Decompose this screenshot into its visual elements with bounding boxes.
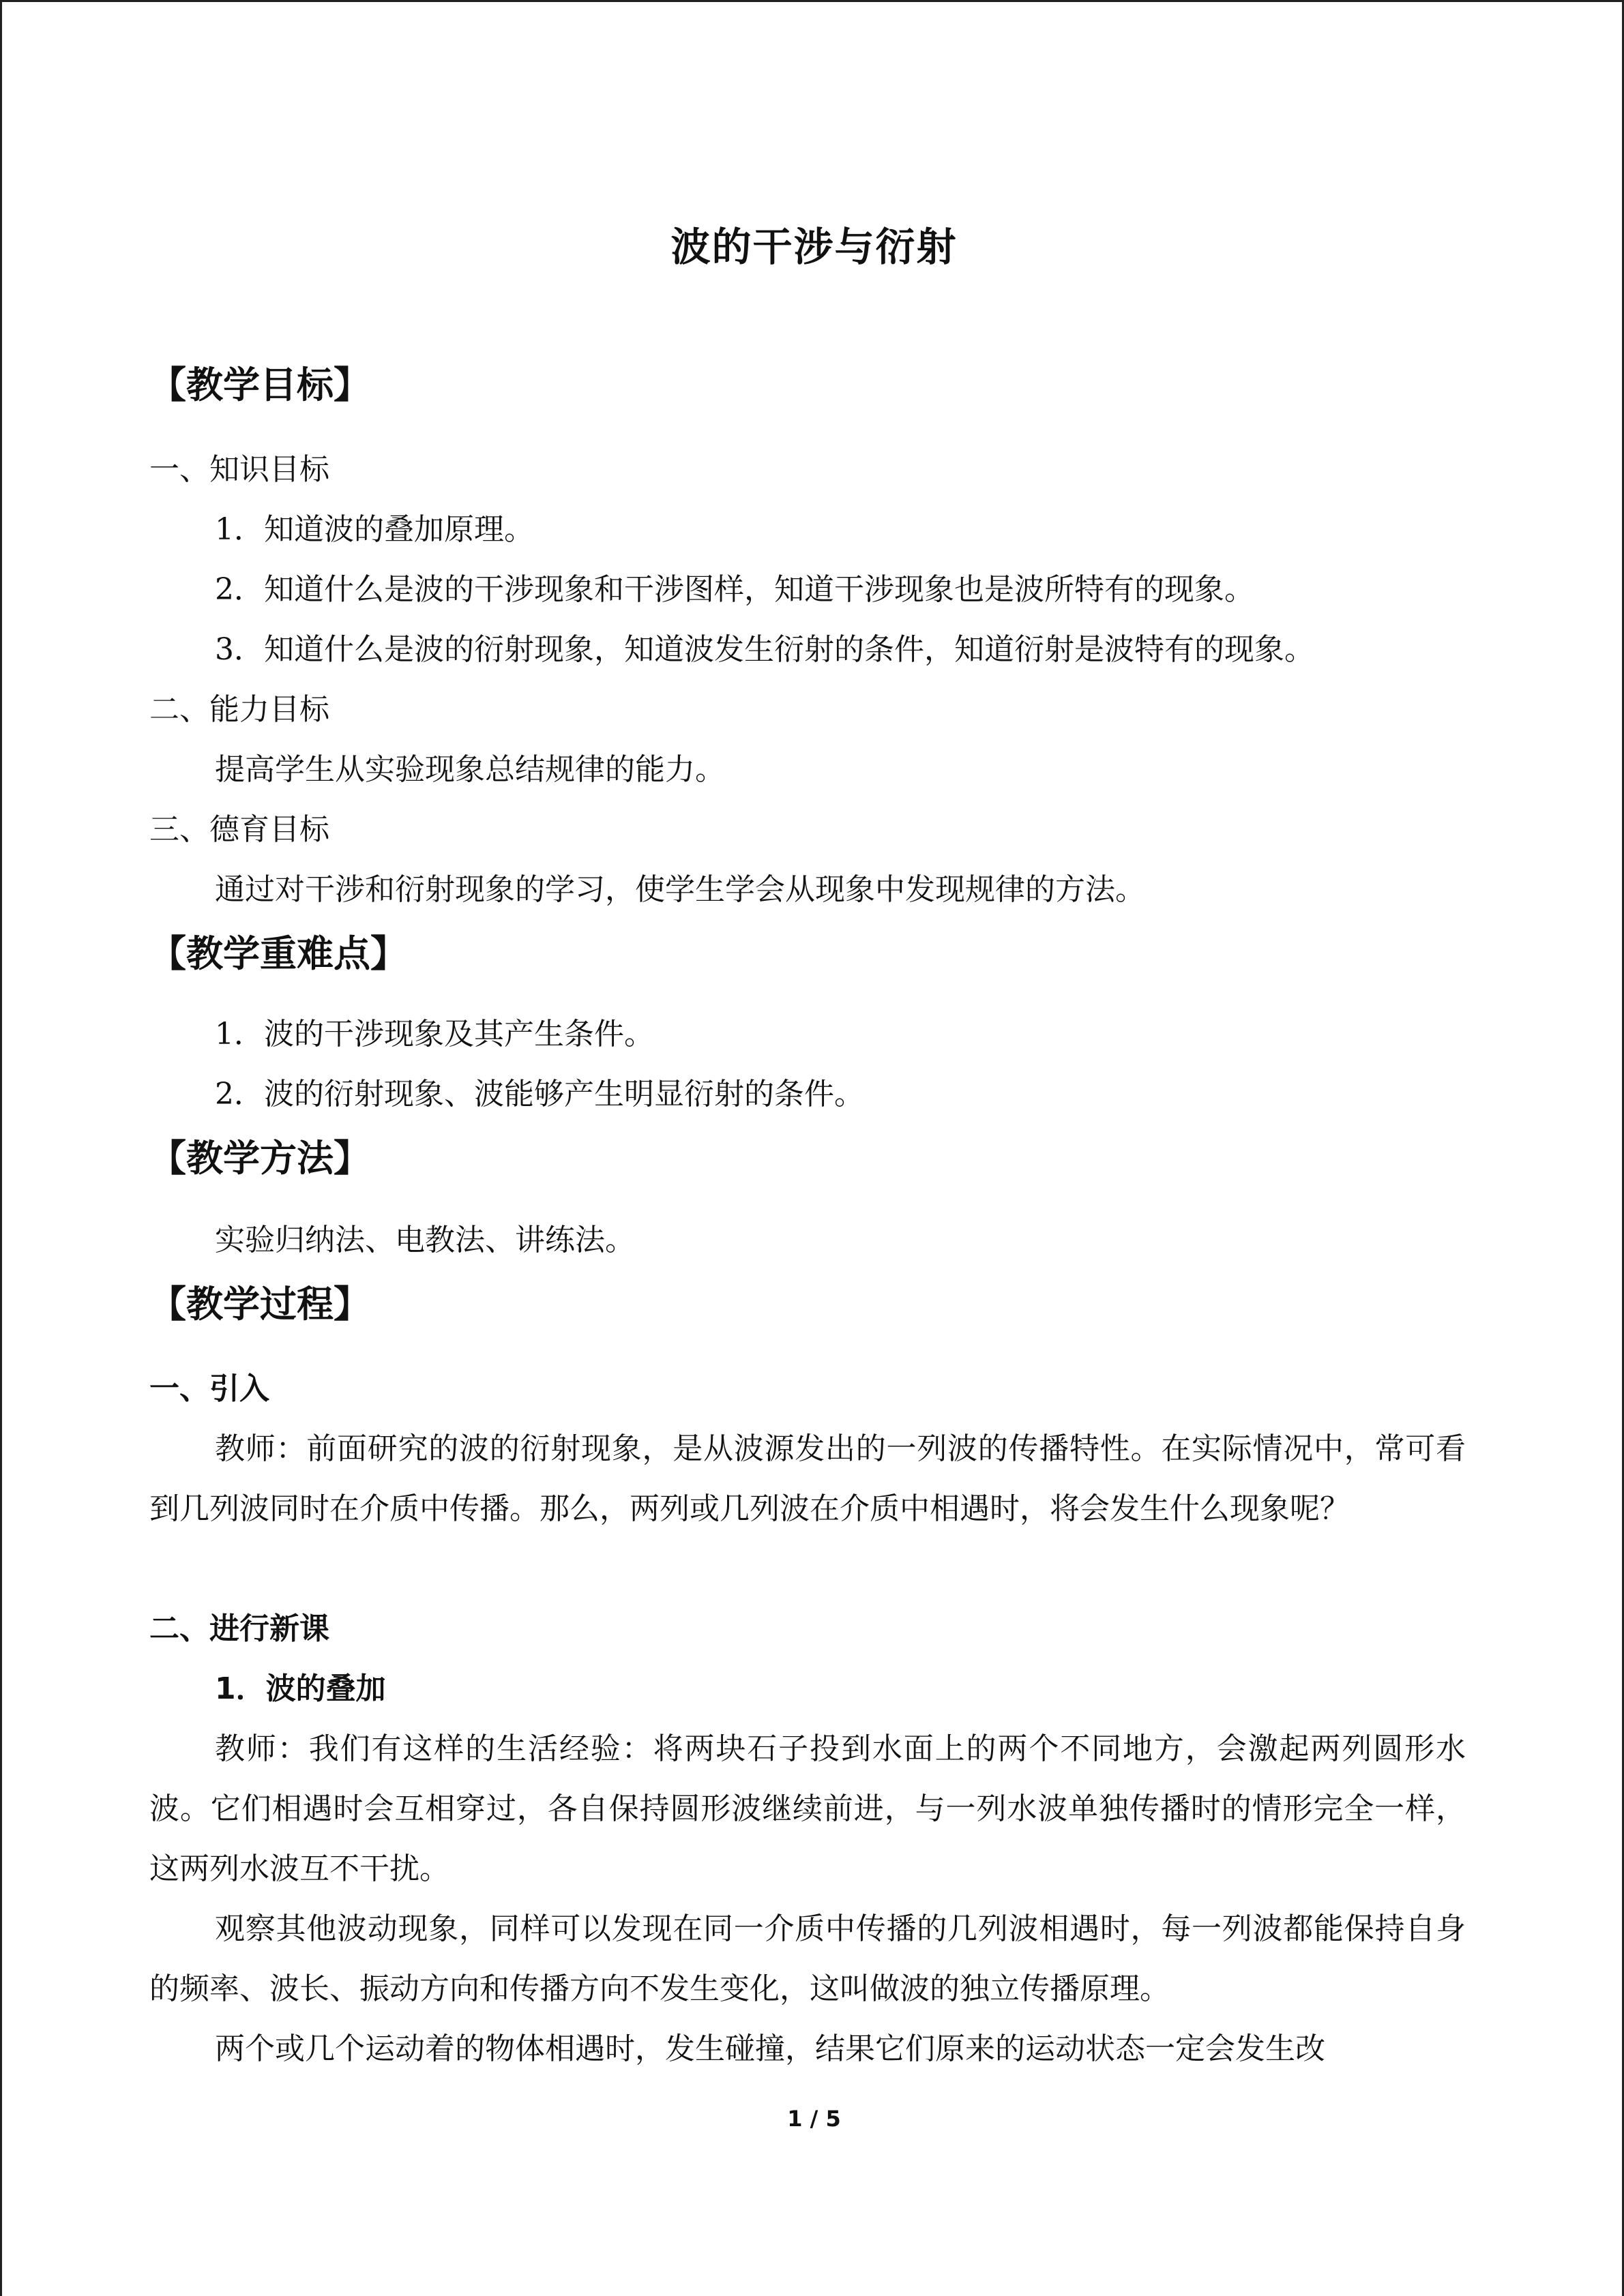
paragraph-superposition-1: 教师：我们有这样的生活经验：将两块石子投到水面上的两个不同地方，会激起两列圆形水波。它们相遇时会互相穿过，各自保持圆形波继续前进，与一列水波单独传播时的情形完全一样，这两列水波互不干扰。 [149, 1731, 1466, 1886]
subheading-ability-goals: 二、能力目标 [149, 692, 329, 727]
paragraph-superposition-3: 两个或几个运动着的物体相遇时，发生碰撞，结果它们原来的运动状态一定会发生改 [215, 2031, 1325, 2066]
list-item: 1．波的干涉现象及其产生条件。 [215, 1017, 654, 1052]
subheading-new-lesson: 二、进行新课 [149, 1611, 329, 1646]
section-heading-goals: 【教学目标】 [149, 363, 370, 406]
list-item: 3．知道什么是波的衍射现象，知道波发生衍射的条件，知道衍射是波特有的现象。 [215, 632, 1314, 667]
paragraph-superposition-2: 观察其他波动现象，同样可以发现在同一介质中传播的几列波相遇时，每一列波都能保持自身的频率、波长、振动方向和传播方向不发生变化，这叫做波的独立传播原理。 [149, 1911, 1466, 2006]
list-item: 2．知道什么是波的干涉现象和干涉图样，知道干涉现象也是波所特有的现象。 [215, 572, 1254, 607]
subheading-introduction: 一、引入 [149, 1371, 269, 1406]
section-heading-process: 【教学过程】 [149, 1283, 370, 1326]
page-number: 1 / 5 [787, 2106, 841, 2132]
document-title: 波的干涉与衍射 [670, 224, 958, 270]
section-heading-methods: 【教学方法】 [149, 1137, 370, 1180]
subheading-moral-goals: 三、德育目标 [149, 812, 329, 847]
subheading-wave-superposition: 1．波的叠加 [215, 1671, 386, 1706]
moral-goal-text: 通过对干涉和衍射现象的学习，使学生学会从现象中发现规律的方法。 [215, 872, 1145, 907]
list-item: 1．知道波的叠加原理。 [215, 512, 534, 547]
list-item: 2．波的衍射现象、波能够产生明显衍射的条件。 [215, 1077, 864, 1112]
section-heading-key-points: 【教学重难点】 [149, 932, 407, 975]
intro-paragraph: 教师：前面研究的波的衍射现象，是从波源发出的一列波的传播特性。在实际情况中，常可看到几列波同时在介质中传播。那么，两列或几列波在介质中相遇时，将会发生什么现象呢？ [149, 1431, 1466, 1526]
subheading-knowledge-goals: 一、知识目标 [149, 452, 329, 487]
ability-goal-text: 提高学生从实验现象总结规律的能力。 [215, 752, 725, 787]
method-text: 实验归纳法、电教法、讲练法。 [215, 1223, 635, 1257]
